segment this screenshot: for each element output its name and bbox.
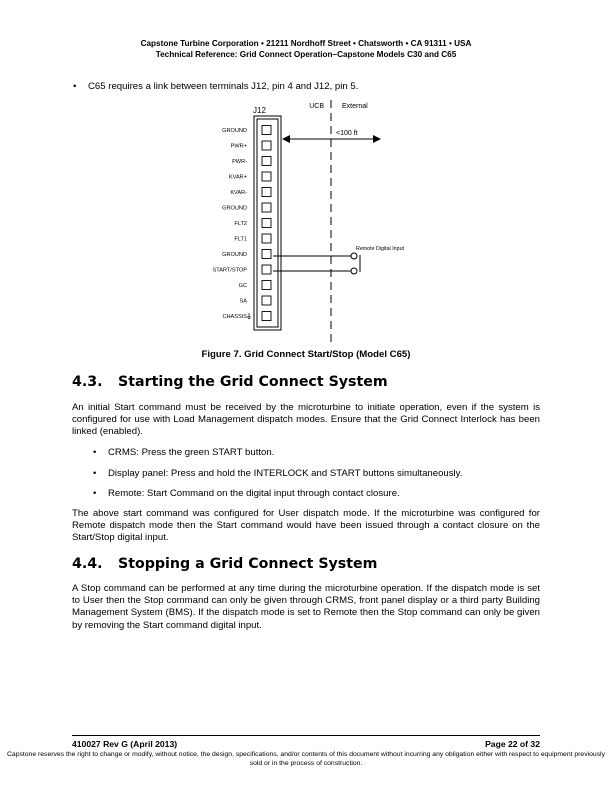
terminal-label: GC (238, 283, 247, 289)
section-4-3-para-2: The above start command was configured for User dispatch mode. If the microturbine was configured for Remote dispatch mode then the Start command would have been issued through a contact closure on the Start/Stop digital input. (72, 508, 540, 544)
terminal-box (262, 203, 271, 212)
bullet-dot-icon: • (73, 81, 77, 92)
terminal-box (262, 157, 271, 166)
terminal-label: GROUND (222, 252, 247, 258)
terminal-label: FLT2 (234, 221, 247, 227)
footer-page-number: Page 22 of 32 (485, 739, 540, 749)
list-item (93, 447, 462, 468)
list-item-text: Remote: Start Command on the digital input through contact closure. (108, 488, 400, 499)
terminal-label: PWR- (232, 159, 247, 165)
section-title: Stopping a Grid Connect System (118, 556, 378, 572)
terminal-box (262, 141, 271, 150)
remote-input-label: Remote Digital Input (356, 246, 404, 252)
terminal-box (262, 188, 271, 197)
terminal-label: START/STOP (212, 267, 247, 274)
section-number: 4.3. (72, 374, 103, 390)
terminal-box (262, 281, 271, 290)
contact-terminal-top (351, 253, 357, 259)
figure-caption: Figure 7. Grid Connect Start/Stop (Model C65) (201, 349, 411, 360)
list-item-text: CRMS: Press the green START button. (108, 447, 275, 458)
terminal-label: KVAR+ (228, 174, 247, 181)
terminal-label: CHASSIS (222, 314, 247, 320)
terminal-box (262, 219, 271, 228)
terminal-box (262, 265, 271, 274)
terminal-box (262, 172, 271, 181)
ucb-label: UCB (309, 103, 324, 110)
section-4-3-para-1: An initial Start command must be received by the microturbine to initiate operation, even if the system is configured for use with Load Management dispatch modes. Ensure that the Grid Connect Interlock has been linked (enabled). (72, 402, 540, 438)
distance-label: <100 ft (336, 130, 358, 137)
list-item (93, 488, 462, 509)
bullet-dot-icon: • (93, 488, 97, 499)
section-4-4-para-1: A Stop command can be performed at any time during the microturbine operation. If the dispatch mode is set to User then the Stop command can only be given through CRMS, front panel display or a third party Building Management System (BMS). If the dispatch mode is set to Remote then the Stop command can only be given by removing the Start command digital input. (72, 583, 540, 631)
contact-terminal-bottom (351, 268, 357, 274)
header-document-line: Technical Reference: Grid Connect Operation–Capstone Models C30 and C65 (155, 50, 457, 59)
footer-disclaimer: Capstone reserves the right to change or modify, without notice, the design, specifications, and/or contents of this document without incurring any obligation either with respect to equipment previously sold or in the process of construction. (7, 751, 605, 767)
terminal-label: SA (239, 298, 247, 305)
terminal-box (262, 126, 271, 135)
bullet-dot-icon: • (93, 467, 97, 479)
footer-doc-id: 410027 Rev G (April 2013) (72, 739, 178, 749)
wiring-diagram (0, 0, 612, 345)
section-title: Starting the Grid Connect System (118, 374, 388, 390)
terminal-label: GROUND (222, 205, 247, 212)
terminal-list (212, 126, 271, 321)
start-methods-list (93, 447, 463, 509)
terminal-label: GROUND (222, 128, 247, 134)
list-item-text: Display panel: Press and hold the INTERLOCK and START buttons simultaneously. (108, 467, 463, 479)
header-company-line: Capstone Turbine Corporation • 21211 Nordhoff Street • Chatsworth • CA 91311 • USA (140, 39, 472, 48)
terminal-box (262, 296, 271, 305)
intro-bullet-text: C65 requires a link between terminals J12, pin 4 and J12, pin 5. (88, 81, 359, 92)
terminal-box (262, 234, 271, 243)
connector-label: J12 (253, 106, 266, 115)
terminal-label: PWR+ (230, 143, 247, 150)
terminal-label: KVAR- (230, 190, 247, 196)
list-item (93, 467, 463, 489)
bullet-dot-icon: • (93, 447, 97, 458)
section-4-3-heading (72, 374, 388, 390)
section-number: 4.4. (72, 556, 103, 572)
terminal-box (262, 250, 271, 259)
terminal-box (262, 312, 271, 321)
terminal-label: FLT1 (234, 236, 247, 243)
section-4-4-heading (72, 556, 377, 572)
chassis-ground-icon (247, 313, 251, 319)
footer-rule (72, 735, 540, 736)
external-label: External (342, 103, 368, 110)
